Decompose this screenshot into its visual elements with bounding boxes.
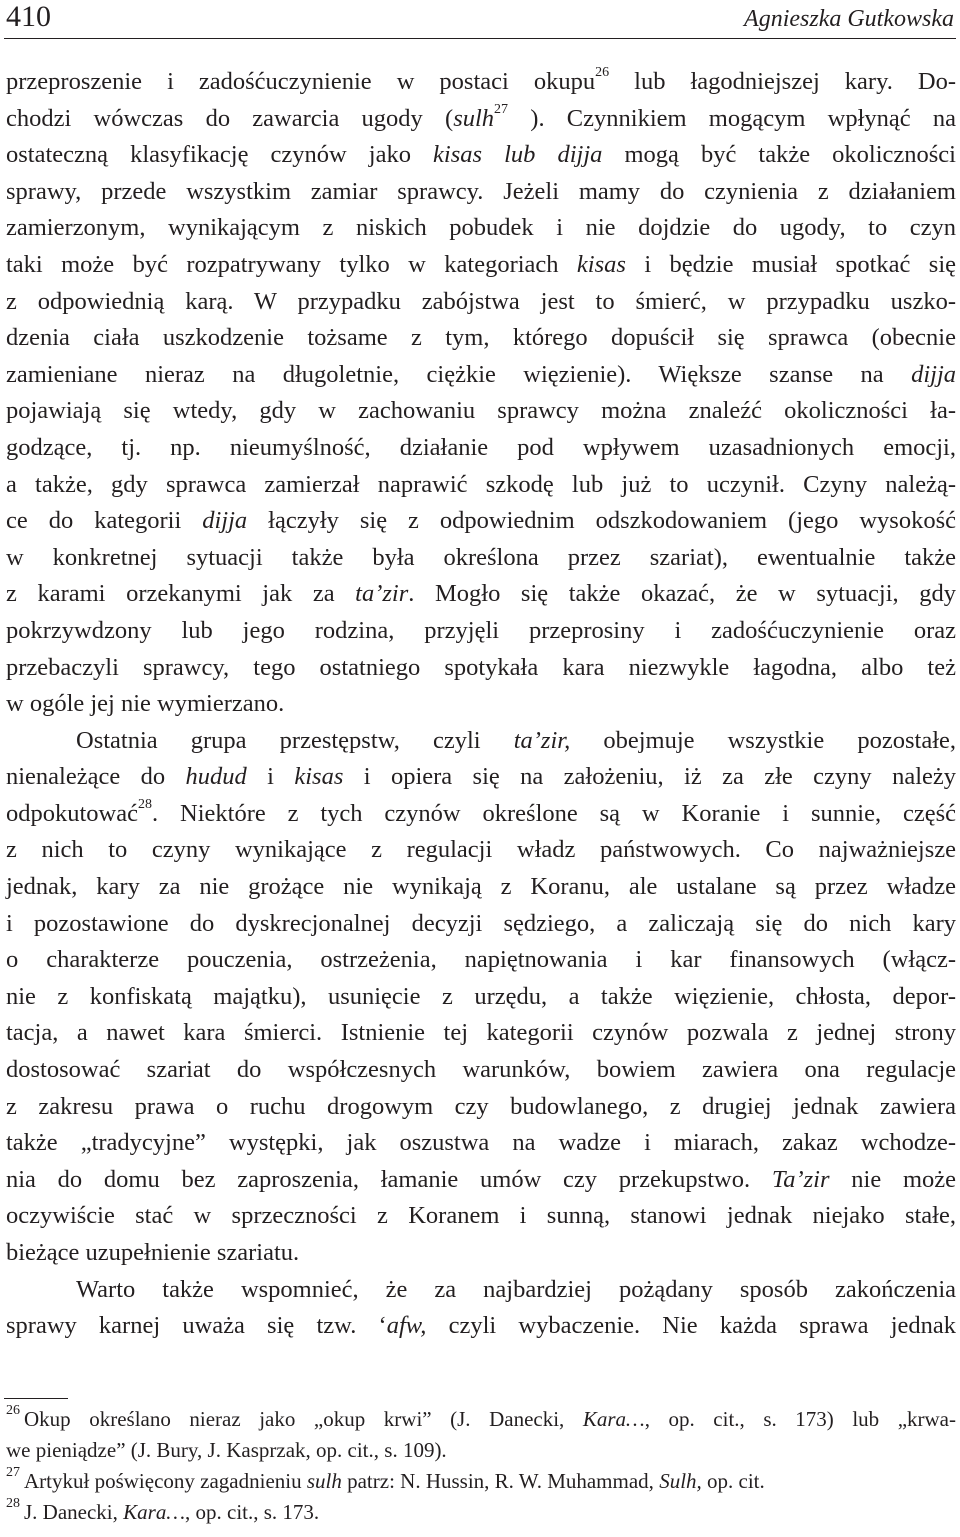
text-line: ostateczną klasyfikację czynów jako kisas lub dijja mogą być także okoliczności — [6, 141, 956, 169]
text-line: także „tradycyjne” występki, jak oszustwa na wadze i miarach, zakaz wchodze- — [6, 1129, 956, 1157]
text-line: oczywiście stać w sprzeczności z Koranem i sunną, stanowi jednak niejako stałe, — [6, 1202, 956, 1230]
footnote-number: 26 — [6, 1403, 20, 1418]
footnote-27: $^{27}$ Artykuł poświęcony zagadnieniu sulh patrz: N. Hussin, R. W. Muhammad, Sulh, op. cit. — [6, 1465, 765, 1493]
text-line: i pozostawione do dyskrecjonalnej decyzji sędziego, a zaliczają się do nich kary — [6, 909, 956, 937]
text-line: o charakterze pouczenia, ostrzeżenia, napiętnowania i kar finansowych (włącz- — [6, 946, 956, 974]
text-line: jednak, kary za nie grożące nie wynikają z Koranu, ale ustalane są przez władze — [6, 873, 956, 901]
text-line: Ostatnia grupa przestępstw, czyli ta’zir, obejmuje wszystkie pozostałe, — [76, 726, 956, 754]
text-line: w ogóle jej nie wymierzano. — [6, 690, 285, 718]
text-line: nie z konfiskatą majątku), usunięcie z urzędu, a także więzienie, chłosta, depor- — [6, 982, 956, 1010]
text-line: tacja, a nawet kara śmierci. Istnienie tej kategorii czynów pozwala z jednej strony — [6, 1019, 956, 1047]
text-line: przebaczyli sprawcy, tego ostatniego spotykała kara niezwykle łagodna, albo też — [6, 653, 956, 681]
text-line: zamierzonym, wynikającym z niskich pobudek i nie dojdzie do ugody, to czyn — [6, 214, 956, 242]
text-line: dostosować szariat do współczesnych warunków, bowiem zawiera ona regulacje — [6, 1056, 956, 1084]
text-line: godzące, tj. np. nieumyślność, działanie pod wpływem uzasadnionych emocji, — [6, 433, 956, 461]
page-number: 410 — [6, 0, 51, 33]
footnote-ref-27[interactable]: 27 — [494, 101, 509, 117]
text-line: bieżące uzupełnienie szariatu. — [6, 1239, 300, 1266]
body-text — [6, 64, 956, 1345]
text-line: taki może być rozpatrywany tylko w kategoriach kisas i będzie musiał spotkać się — [6, 250, 956, 278]
text-line: ce do kategorii dijja łączyły się z odpowiednim odszkodowaniem (jego wysokość — [6, 507, 956, 535]
text-line: dzenia ciała uszkodzenie tożsame z tym, którego dopuścił się sprawca (obecnie — [6, 324, 956, 352]
text-line: nia do domu bez zaproszenia, łamanie umów czy przekupstwo. Ta’zir nie może — [6, 1165, 956, 1193]
header-rule — [4, 38, 956, 39]
text-line: Warto także wspomnieć, że za najbardziej pożądany sposób zakończenia — [76, 1275, 956, 1303]
footnote-ref-26[interactable]: 26 — [595, 65, 610, 80]
text-line: pojawiają się wtedy, gdy w zachowaniu sprawcy można znaleźć okoliczności ła- — [6, 397, 956, 425]
text-line: nienależące do hudud i kisas i opiera się na założeniu, iż za złe czyny należy — [6, 763, 957, 791]
footnote-28: $^{28}$ J. Danecki, Kara…, op. cit., s. 173. — [6, 1496, 320, 1524]
footnote-rule — [4, 1398, 68, 1399]
text-line: z karami orzekanymi jak za ta’zir. Mogło się także okazać, że w sytuacji, gdy — [6, 580, 956, 608]
text-line: z zakresu prawa o ruchu drogowym czy budowlanego, z drugiej jednak zawiera — [6, 1092, 956, 1120]
text-line: sprawy karnej uważa się tzw. ‘afw, czyli wybaczenie. Nie każda sprawa jednak — [6, 1312, 957, 1340]
footnote-26: $^{26}$ Okup określano nieraz jako „okup krwi” (J. Danecki, Kara…, op. cit., s. 173) lub „krwa- — [6, 1403, 956, 1431]
footnotes — [6, 1404, 956, 1528]
text-line: przeproszenie i zadośćuczynienie w postaci okupu$^{26}$ lub łagodniejszej kary. Do- — [6, 65, 956, 95]
footnote-ref-28[interactable]: 28 — [138, 796, 152, 812]
footnote-26-continued: we pieniądze” (J. Bury, J. Kasprzak, op. cit., s. 109). — [6, 1438, 447, 1462]
text-line: z odpowiednią karą. W przypadku zabójstwa jest to śmierć, w przypadku uszko- — [6, 287, 956, 315]
text-line: chodzi wówczas do zawarcia ugody (sulh$^{27}$ ). Czynnikiem mogącym wpłynąć na — [6, 101, 956, 132]
text-line: pokrzywdzony lub jego rodzina, przyjęli przeprosiny i zadośćuczynienie oraz — [6, 616, 956, 644]
text-line: odpokutować$^{28}$. Niektóre z tych czynów określone są w Koranie i sunnie, część — [6, 796, 956, 827]
text-line: z nich to czyny wynikające z regulacji władz państwowych. Co najważniejsze — [6, 836, 956, 864]
text-line: w konkretnej sytuacji także była określona przez szariat), ewentualnie także — [6, 543, 956, 571]
text-line: sprawy, przede wszystkim zamiar sprawcy. Jeżeli mamy do czynienia z działaniem — [6, 177, 956, 205]
text-line: a także, gdy sprawca zamierzał naprawić szkodę lub już to uczynił. Czyny należą- — [6, 470, 956, 498]
footnote-number: 27 — [6, 1465, 20, 1480]
footnote-number: 28 — [6, 1496, 20, 1511]
running-head-author: Agnieszka Gutkowska — [744, 6, 954, 32]
text-line: zamieniane nieraz na długoletnie, ciężkie więzienie). Większe szanse na dijja — [6, 360, 956, 388]
